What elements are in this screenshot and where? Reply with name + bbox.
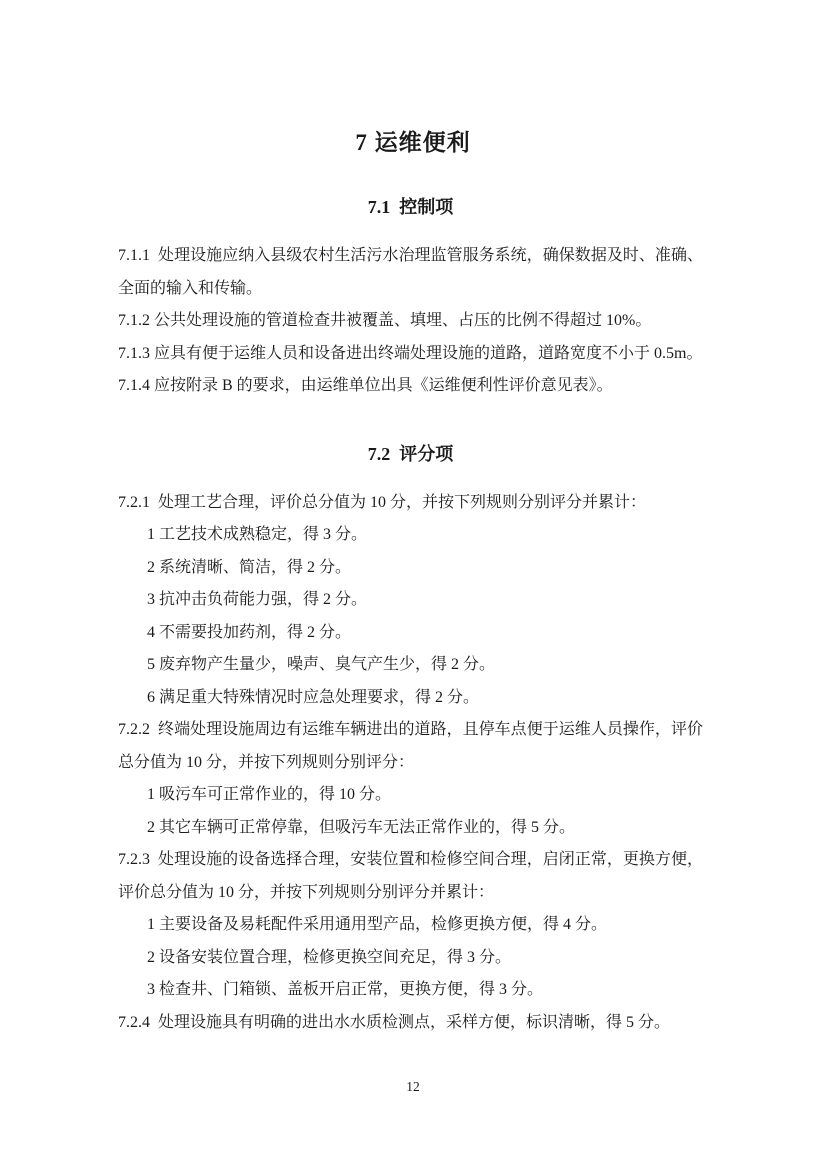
- scoring-rule-item: 3 抗冲击负荷能力强，得 2 分。: [147, 591, 368, 608]
- clause-paragraph: 7.1.1 处理设施应纳入县级农村生活污水治理监管服务系统，确保数据及时、准确、全面的输入和传输。: [118, 247, 703, 297]
- scoring-rule-item: 6 满足重大特殊情况时应急处理要求，得 2 分。: [147, 688, 480, 706]
- clause-paragraph: 7.2.3 处理设施的设备选择合理，安装位置和检修空间合理，启闭正常，更换方便，评价总分值为 10 分，并按下列规则分别评分并累计：: [118, 851, 703, 901]
- scoring-rule-item: 1 工艺技术成熟稳定，得 3 分。: [147, 526, 368, 543]
- document-section: [118, 196, 703, 403]
- document-section: [118, 443, 703, 1040]
- scoring-rule-item: 1 主要设备及易耗配件采用通用型产品，检修更换方便，得 4 分。: [147, 916, 608, 933]
- sections-container: [118, 196, 703, 1039]
- clause-paragraph: 7.1.3 应具有便于运维人员和设备进出终端处理设施的道路，道路宽度不小于 0.5m。: [118, 344, 703, 362]
- scoring-rule-item: 4 不需要投加药剂，得 2 分。: [147, 623, 352, 641]
- clause-paragraph: 7.1.4 应按附录 B 的要求，由运维单位出具《运维便利性评价意见表》。: [118, 377, 613, 394]
- scoring-rule-item: 5 废弃物产生量少，噪声、臭气产生少，得 2 分。: [147, 656, 496, 673]
- scoring-rule-item: 2 系统清晰、简洁，得 2 分。: [147, 558, 352, 576]
- clause-paragraph: 7.2.4 处理设施具有明确的进出水水质检测点，采样方便，标识清晰，得 5 分。: [118, 1013, 671, 1031]
- clause-paragraph: 7.2.2 终端处理设施周边有运维车辆进出的道路，且停车点便于运维人员操作，评价总分值为 10 分，并按下列规则分别评分：: [118, 721, 703, 771]
- section-heading: 7.2 评分项: [367, 443, 454, 464]
- clause-paragraph: 7.1.2 公共处理设施的管道检查井被覆盖、填埋、占压的比例不得超过 10%。: [118, 312, 652, 329]
- scoring-rule-item: 2 设备安装位置合理，检修更换空间充足，得 3 分。: [147, 948, 512, 966]
- clause-paragraph: 7.2.1 处理工艺合理，评价总分值为 10 分，并按下列规则分别评分并累计：: [118, 493, 647, 511]
- page-number: 12: [406, 1079, 420, 1094]
- chapter-title: 7 运维便利: [355, 130, 471, 155]
- scoring-rule-item: 2 其它车辆可正常停靠，但吸污车无法正常作业的，得 5 分。: [147, 818, 576, 836]
- scoring-rule-item: 1 吸污车可正常作业的，得 10 分。: [147, 786, 392, 803]
- section-heading: 7.1 控制项: [367, 197, 454, 217]
- scoring-rule-item: 3 检查井、门箱锁、盖板开启正常，更换方便，得 3 分。: [147, 981, 544, 998]
